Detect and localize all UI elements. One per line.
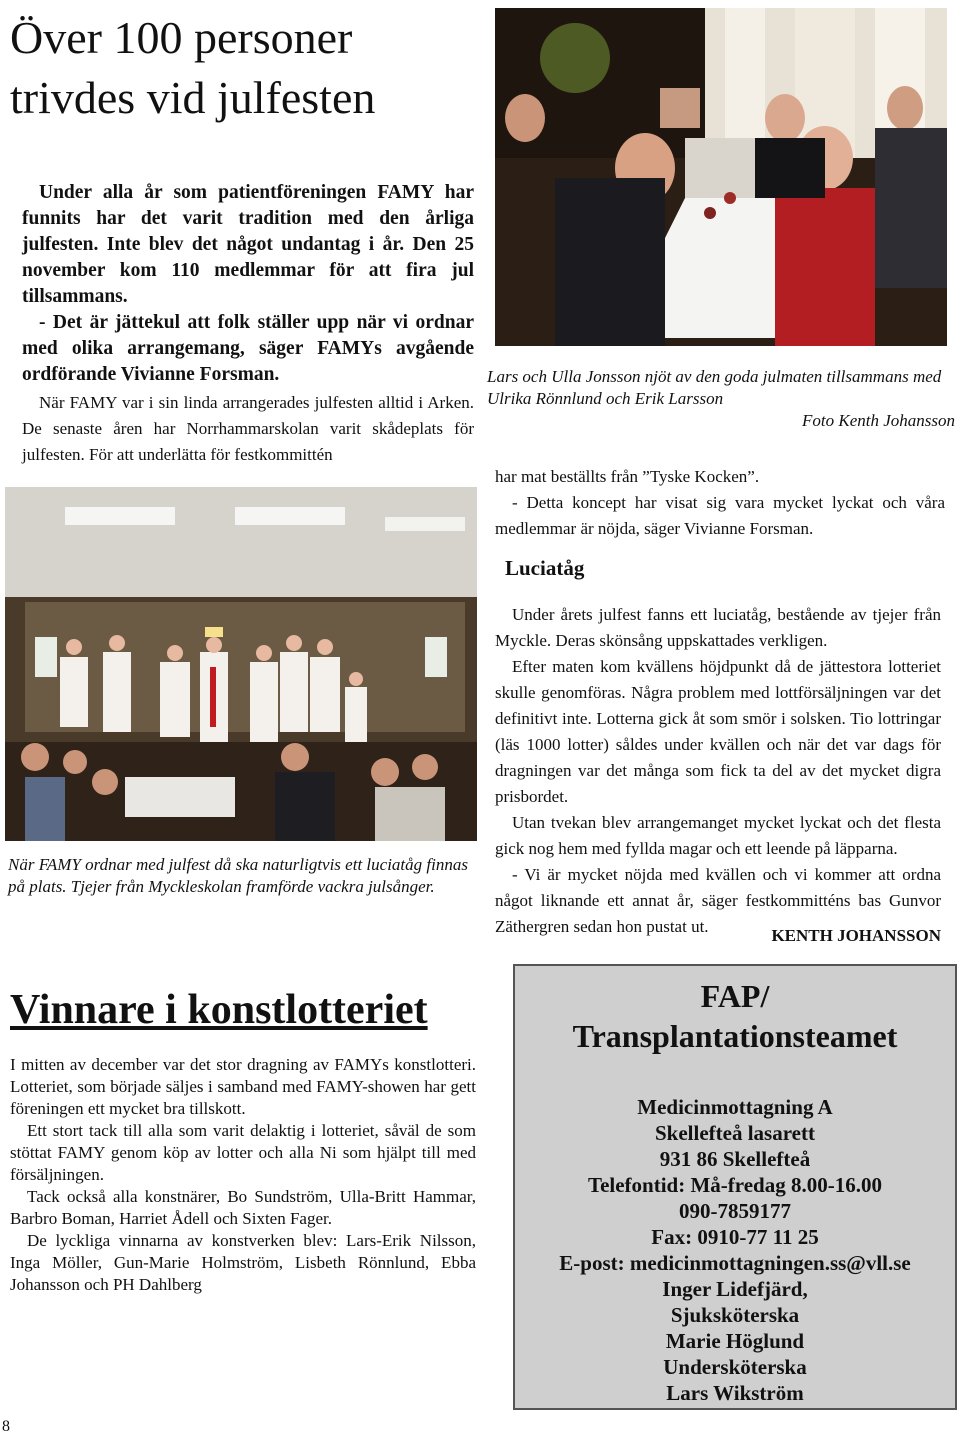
continuation-quote: - Detta koncept har visat sig vara mycket lyckat och våra medlemmar är nöjda, säger Vivianne Forsman. bbox=[495, 493, 945, 538]
closing-quote-paragraph: - Vi är mycket nöjda med kvällen och vi kommer att ordna något liknande ett annat år, säger festkommitténs bas Gunvor Zäthergren sedan hon pustat ut. bbox=[495, 865, 941, 936]
article-headline: Över 100 personer trivdes vid julfesten bbox=[10, 12, 376, 123]
fax-number: Fax: 0910-77 11 25 bbox=[651, 1225, 819, 1249]
lucia-photo bbox=[5, 487, 477, 841]
lucia-photo-caption: När FAMY ordnar med julfest då ska naturligtvis ett luciatåg finnas på plats. Tjejer från Myckleskolan framförde vackra julsånger. bbox=[8, 855, 468, 896]
lottery-headline: Vinnare i konstlotteriet bbox=[10, 987, 428, 1033]
clinic-name: Medicinmottagning A bbox=[637, 1095, 833, 1119]
article-continuation bbox=[495, 464, 945, 542]
lottery-intro: I mitten av december var det stor dragning av FAMYs konstlotteri. Lotteriet, som började säljes i samband med FAMY-showen har gett föreningen ett mycket bra tillskott. bbox=[10, 1055, 476, 1118]
continuation-line: har mat beställts från ”Tyske Kocken”. bbox=[495, 467, 760, 486]
lead-paragraph: Under alla år som patientföreningen FAMY har funnits har det varit tradition med den årliga julfesten. Inte blev det något undantag i år. Den 25 november kom 110 medlemmar för att fira jul tillsammans. bbox=[22, 182, 474, 307]
dinner-photo bbox=[495, 8, 947, 346]
byline: KENTH JOHANSSON bbox=[771, 926, 941, 945]
success-paragraph: Utan tvekan blev arrangemanget mycket lyckat och det flesta gick nog hem med fyllda magar och ett leende på läpparna. bbox=[495, 813, 941, 858]
lucia-paragraph: Under årets julfest fanns ett luciatåg, bestående av tjejer från Myckle. Deras skönsång uppskattades verkligen. bbox=[495, 605, 941, 650]
body-paragraph: När FAMY var i sin linda arrangerades julfesten alltid i Arken. De senaste åren har Norrhammarskolan varit skådeplats för julfesten. För att underlätta för festkommittén bbox=[22, 393, 474, 464]
postal-address: 931 86 Skellefteå bbox=[659, 1147, 811, 1171]
dinner-photo-caption bbox=[487, 366, 955, 432]
subhead-lucia: Luciatåg bbox=[505, 556, 585, 580]
winners-list: De lyckliga vinnarna av konstverken blev: Lars-Erik Nilsson, Inga Möller, Gun-Marie Holmström, Lisbeth Rönnlund, Ebba Johansson och PH Dahlberg bbox=[10, 1231, 476, 1294]
contact-role: Sjuksköterska bbox=[670, 1303, 800, 1327]
email-address[interactable]: E-post: medicinmottagningen.ss@vll.se bbox=[559, 1251, 911, 1275]
hospital-name: Skellefteå lasarett bbox=[655, 1121, 815, 1145]
lucia-column bbox=[495, 602, 941, 940]
page-number: 8 bbox=[2, 1418, 10, 1435]
photo-credit: Foto Kenth Johansson bbox=[802, 411, 955, 430]
infobox-title: FAP/ Transplantationsteamet bbox=[572, 978, 898, 1054]
lottery-thanks: Ett stort tack till alla som varit delaktig i lotteriet, såväl de som stöttat FAMY genom köp av lotter och alla Ni som hjälpt till med försäljningen. bbox=[10, 1121, 476, 1184]
phone-hours: Telefontid: Må-fredag 8.00-16.00 bbox=[588, 1173, 882, 1197]
artist-thanks: Tack också alla konstnärer, Bo Sundström, Ulla-Britt Hammar, Barbro Boman, Harriet Ådell och Sixten Fager. bbox=[10, 1187, 476, 1228]
article-lead-column bbox=[22, 180, 474, 468]
contact-role: Undersköterska bbox=[663, 1355, 807, 1379]
phone-number: 090-7859177 bbox=[679, 1199, 791, 1223]
caption-text: Lars och Ulla Jonsson njöt av den goda julmaten tillsammans med Ulrika Rönnlund och Erik Larsson bbox=[487, 367, 942, 408]
lottery-article bbox=[10, 1054, 476, 1296]
infobox-details bbox=[515, 1094, 955, 1406]
contact-name: Marie Höglund bbox=[665, 1329, 805, 1353]
contact-name: Lars Wikström bbox=[666, 1381, 804, 1405]
lottery-paragraph: Efter maten kom kvällens höjdpunkt då de jättestora lotteriet skulle genomföras. Några problem med lottförsäljningen var det definitivt inte. Lotterna gick åt som smör i solsken. Tio lottringar (läs 1000 lotter) såldes under kvällen och när det var dags för dragningen var det många som fick ta del av det mycket digra prisbordet. bbox=[495, 657, 941, 806]
contact-name: Inger Lidefjärd, bbox=[662, 1277, 808, 1301]
quote-paragraph: - Det är jättekul att folk ställer upp när vi ordnar med olika arrangemang, säger FAMYs avgående ordförande Vivianne Forsman. bbox=[22, 312, 474, 385]
contact-infobox bbox=[513, 964, 957, 1410]
